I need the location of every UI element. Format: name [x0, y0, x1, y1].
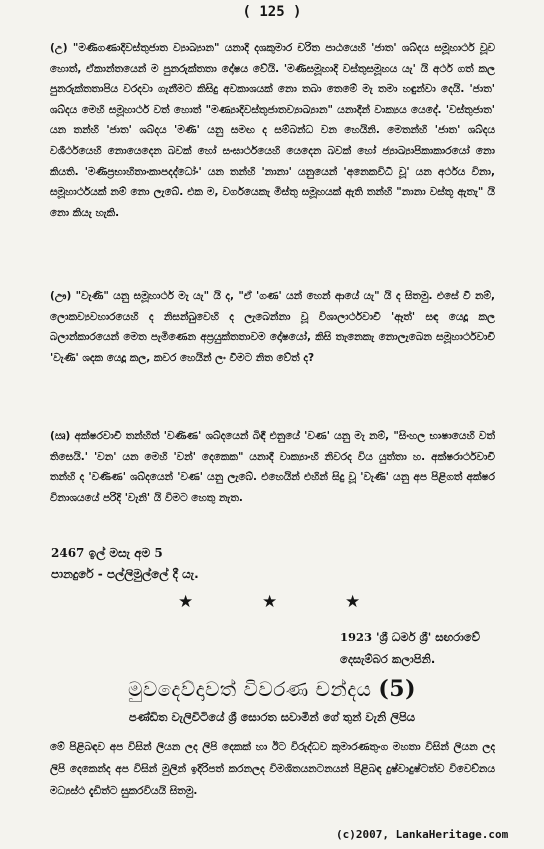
section-uu: [50, 286, 495, 368]
section-ru: [50, 426, 495, 508]
citation-line-2: දෙසැම්බර කලාපිනි.: [340, 652, 436, 666]
section-ru-text: අක්ෂරවාචී තන්හිත් 'වණිණ' ශබ්දයෙන් බිඳී එනුයේ 'වණ' යනු මැ නම්, "සිංහල භාෂායෙහි වත් තිසෙයි.' 'වන' යන මෙහි 'වන්' දෙකෙක" යනාදී වාක්‍යාංහි නිවරද විය යුත්තා හ. අක්ෂරාර්ථවාචී තන්හි ද 'වණිණ' ශබ්දයෙන් 'වණ' යනු ලැබේ. එහෙයින් එහින් සිදු වූ 'වැණි' යනු අප පිළිගත් අක්ෂර විනාශයයේ පරිදි 'වැනි' යි විමට හෙතු නැත.: [50, 430, 495, 504]
section-u-marker: (උ): [50, 42, 68, 54]
section-u-paragraph: [50, 38, 495, 223]
date-line: 2467 ඉල් මසැ අම 5: [51, 546, 163, 560]
article-heading: [0, 676, 544, 702]
intro-paragraph-block: [50, 736, 495, 802]
star-icon: ★: [345, 592, 361, 612]
article-subheading: පණ්ඩිත වැලිවිටියේ ශ්‍රී සොරත සවාමීන් ගේ තුන් වැනි ලිපිය: [128, 710, 416, 724]
star-icon: ★: [178, 592, 194, 612]
source-citation: [340, 626, 480, 670]
section-u: [50, 38, 495, 223]
section-ru-marker: (ඍ): [50, 430, 71, 442]
star-icon: ★: [262, 592, 278, 612]
section-u-text: "මණිගණාදිවස්තුජාත ව්‍යාඛ්‍යාන" යනාදි දශකුමාර චරිත පාඨයෙහි 'ජාත' ශබ්දය සමූහාර්ථ වූව හොත්, ඒකාන්තයෙන් ම පුනරුක්තතා දෝෂය වේයි. 'මණිසමූහාදි වස්තුසමූහය යැ' යි අර්ථ ගත් කල පුනරුක්තතාපිය වරදවා ගැනීමට කිසිදු අවකාශයක් නො තබා තෙමේ මැ තමා හඳුන්වා දෙයි. 'ජාත' ශබ්දය මෙහි සමූහාර්ථ වත් හොත් "මණ්‍යාදිවස්තුජාතව්‍යාඛ්‍යාන" යනාදීන් වාක්‍යය යෙදේ. 'වස්තුජාත' යන තන්හි 'ජාත' ශබ්දය 'මණි' යනු සමඟ ද සම්බන්ධ වන හෙයිනි. මෙතන්හි 'ජාත' ශබ්දය වශීර්ථයෙහි නොයෙදෙන බවක් හෝ සංඝාර්ථයෙහි යෙදෙන බවක් හෝ ජ්‍යාඛ්‍යාපිකාකාරයෝ නො කියති. 'මණිප්‍රභාහිතාංකාපදද්ධෝං' යන තන්හි 'නානා' යනුයෙන් 'අනෙකවිධී වූ' යන අර්ථය විනා, සමූහාර්ථයක් නම් නො ලැබේ. එක ම, වර්ගයෙකැ මිස්තු සමූහයක් ඇති තන්හි "නානා වස්තූ ඇතැ" යි නො කියැ හැකි.: [50, 42, 495, 219]
section-uu-marker: (ඌ): [50, 290, 72, 302]
section-uu-text: "වැණි" යනු සමූහාර්ථ මැ යැ" යි ද, "ඒ 'ගණ' යන් හෙන් ආයේ යැ" යි ද සිතමු. එසේ වී නම්, ලොකව්‍යවහාරයෙහි ද නිසන්බුවෙහි ද ලැබෙන්නා වූ විශාලාර්ථවාචී 'ඈත්' සඳ යෙදූ කල බලාන්කාරයෙන් මෙත පැමිණෙන අප්‍රයුක්තතාවම දෝෂයෝ, කිසි තැනෙකැ නොලැබෙන සමූහාර්ථවාචී 'වැණි' ශදක යෙදූ කල, කවර හෙයින් ලං වීමට නිත වේත් ද?: [50, 290, 496, 364]
section-ru-paragraph: [50, 426, 495, 508]
intro-paragraph: මේ පිළිබඳව අප විසින් ලියන ලද ලිපි දෙකක් හා ඊට විරුද්ධව කුමාරණතුංග මහතා විසින් ලියන ලද ලිපි දෙකෙන්ද අප විසින් මුලින් ඉදිරිපත් කරනලද විමශිතයනටනයන් පිළිබඳ දුෂ්වාදුෂ්ටත්ව විවෙච්නය මධ්‍යස්ථ දැඩිත්ට සුකරවියයි සිතමු.: [50, 741, 495, 797]
citation-line-1: [340, 626, 480, 648]
citation-journal: 'ශ්‍රී ධර්ම ශ්‍රී' සඟරාවේ: [376, 630, 481, 644]
heading-title: මුවදෙව්දාවත් විවරණ චන්දය: [127, 677, 372, 701]
page-number: ( 125 ): [242, 4, 302, 20]
section-uu-paragraph: [50, 286, 495, 368]
date-block: [51, 543, 199, 585]
heading-number: (5): [378, 676, 417, 702]
copyright-notice: (c)2007, LankaHeritage.com: [336, 828, 509, 841]
star-divider: [0, 592, 544, 622]
citation-year: 1923: [340, 630, 373, 644]
place-line: පානදුරේ - පල්ලිමුල්ලේ දී යැ.: [51, 567, 199, 581]
